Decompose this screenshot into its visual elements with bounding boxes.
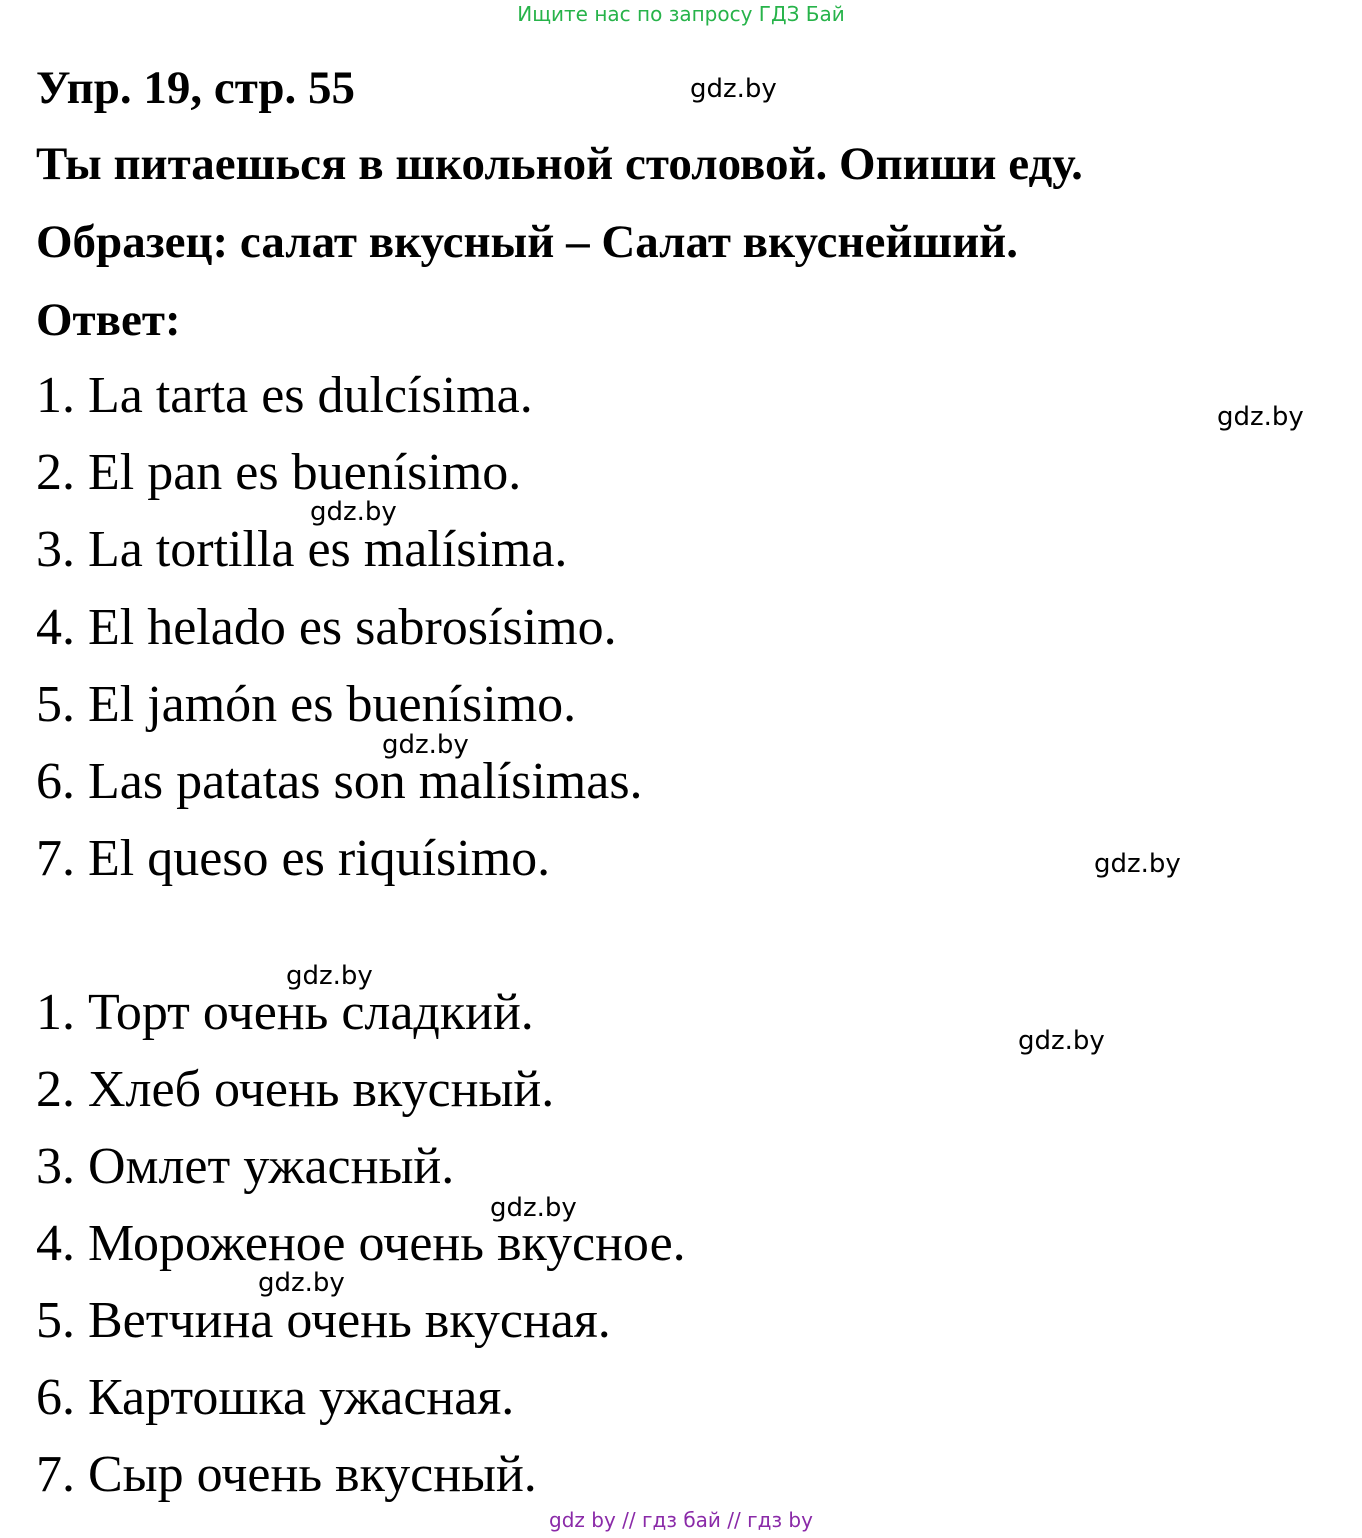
watermark: gdz.by: [490, 1193, 577, 1223]
list-item: 1. La tarta es dulcísima.: [36, 367, 533, 424]
list-item: 3. La tortilla es malísima.: [36, 521, 568, 578]
answer-label: Ответ:: [36, 294, 181, 346]
list-item: 4. El helado es sabrosísimo.: [36, 599, 617, 656]
top-banner: Ищите нас по запросу ГДЗ Бай: [517, 2, 845, 26]
list-item: 4. Мороженое очень вкусное.: [36, 1215, 686, 1272]
watermark: gdz.by: [310, 497, 397, 527]
watermark: gdz.by: [286, 961, 373, 991]
list-item: 7. El queso es riquísimo.: [36, 830, 551, 887]
sample-text: Образец: салат вкусный – Салат вкуснейший.: [36, 216, 1018, 268]
watermark: gdz.by: [690, 74, 777, 104]
watermark: gdz.by: [1094, 849, 1181, 879]
list-item: 2. El pan es buenísimo.: [36, 444, 522, 501]
watermark: gdz.by: [1217, 402, 1304, 432]
watermark: gdz.by: [1018, 1026, 1105, 1056]
list-item: 6. Картошка ужасная.: [36, 1369, 515, 1426]
task-text: Ты питаешься в школьной столовой. Опиши еду.: [36, 138, 1083, 190]
list-item: 6. Las patatas son malísimas.: [36, 753, 643, 810]
bottom-banner: gdz by // гдз бай // гдз by: [549, 1508, 813, 1532]
list-item: 1. Торт очень сладкий.: [36, 984, 534, 1041]
list-item: 5. El jamón es buenísimo.: [36, 676, 577, 733]
list-item: 7. Сыр очень вкусный.: [36, 1446, 537, 1503]
list-item: 2. Хлеб очень вкусный.: [36, 1061, 555, 1118]
watermark: gdz.by: [258, 1268, 345, 1298]
watermark: gdz.by: [382, 730, 469, 760]
list-item: 5. Ветчина очень вкусная.: [36, 1292, 611, 1349]
exercise-title: Упр. 19, стр. 55: [36, 62, 356, 114]
list-item: 3. Омлет ужасный.: [36, 1138, 455, 1195]
